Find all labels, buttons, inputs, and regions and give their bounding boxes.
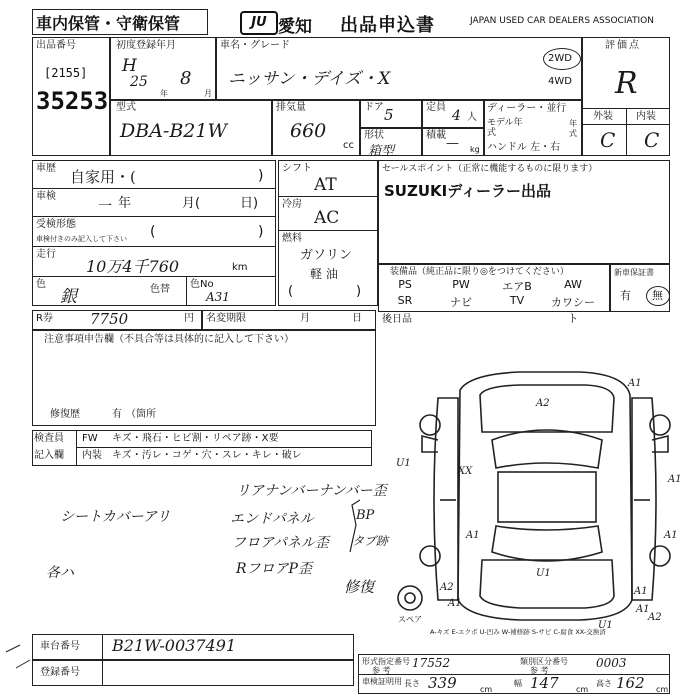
exterior-label: 外装 [593, 111, 613, 122]
equipment-item: PS [398, 278, 412, 291]
color-code: A31 [206, 290, 230, 304]
spare-label: スペア [398, 615, 422, 624]
model-name-value: ニッサン・デイズ・X [228, 69, 391, 89]
class-value: 0003 [596, 656, 627, 670]
receipt-paren-close: ) [258, 224, 264, 240]
doors-label: ドア [364, 102, 384, 113]
association-name: JAPAN USED CAR DEALERS ASSOCIATION [470, 16, 654, 26]
height-unit: cm [656, 685, 669, 694]
form-title: 出品申込書 [340, 15, 435, 36]
damage-mark: A1 [664, 530, 678, 541]
interior-label: 内装 [636, 111, 656, 122]
length-label: 車検証明用 [362, 677, 402, 686]
color-label: 色 [36, 279, 46, 290]
drive-2wd: 2WD [548, 53, 572, 64]
class-ref: 参 考 [530, 666, 549, 675]
history-value: 自家用・( [70, 168, 136, 186]
damage-mark: A2 [648, 612, 662, 623]
handwritten-note: BP [356, 508, 375, 523]
repair-label: 修復歴 [50, 409, 80, 420]
capacity-value: 4 [452, 108, 461, 124]
lot-label: 出品番号 [36, 40, 76, 51]
damage-mark: XX [458, 466, 473, 477]
exterior-value: C [600, 128, 616, 152]
receipt-note: 車検付きのみ記入して下さい [36, 235, 127, 243]
sales-point-value: SUZUKIディーラー出品 [384, 182, 552, 200]
fuel-gasoline: ガソリン [300, 248, 353, 263]
model-code-value: DBA-B21W [120, 120, 228, 142]
damage-mark: A1 [448, 598, 462, 609]
aircon-value: AC [314, 208, 340, 228]
plate-box [32, 660, 354, 686]
repair-place: （箇所 [126, 409, 156, 420]
handwritten-note: エンドパネル [230, 511, 314, 527]
dealer-year-unit: 年 [569, 119, 577, 128]
damage-mark: U1 [396, 458, 411, 469]
frame-label: 車台番号 [40, 641, 80, 652]
inspector-row1: キズ・飛石・ヒビ割・リペア跡・X要 [112, 433, 279, 444]
history-close: ) [258, 168, 264, 184]
registration-year-unit: 年 [160, 89, 168, 98]
inspector-row2-label: 内装 [82, 450, 102, 461]
capacity-label: 定員 [426, 102, 446, 113]
aircon-label: 冷房 [282, 199, 302, 210]
load-label: 積載 [426, 130, 446, 141]
registration-month-unit: 月 [204, 89, 212, 98]
handwritten-note: 各ハ [46, 565, 74, 581]
handwritten-note: 修復 [344, 578, 375, 596]
plate-label: 登録番号 [40, 667, 80, 678]
width-value: 147 [530, 674, 559, 692]
height-label: 高さ [596, 679, 612, 688]
recycle-unit: 円 [184, 313, 194, 324]
inspection-year: 一 [98, 199, 112, 215]
width-label: 幅 [514, 679, 522, 688]
handle-label: ハンドル 左・右 [487, 142, 561, 153]
shift-label: シフト [282, 163, 312, 174]
notes-label: 注意事項申告欄（不具合等は具体的に記入して下さい） [44, 334, 294, 345]
name-change-day: 日 [352, 313, 362, 324]
evaluation-value: R [615, 66, 638, 101]
sales-point-label: セールスポイント（正常に機能するものに限ります） [382, 164, 598, 174]
frame-value: B21W-0037491 [112, 636, 237, 655]
fuel-paren-close: ) [356, 284, 362, 299]
warranty-yes: 有 [620, 289, 631, 302]
inspector-label: 検査員 [34, 433, 64, 444]
warranty-no: 無 [652, 289, 663, 302]
load-unit: kg [470, 145, 480, 154]
displacement-label: 排気量 [276, 102, 306, 113]
color-code-label: 色No [190, 279, 214, 290]
name-change-month: 月 [300, 313, 310, 324]
inspection-label: 車検 [36, 191, 56, 202]
drive-4wd: 4WD [548, 76, 572, 87]
damage-mark: U1 [598, 620, 613, 631]
damage-mark: A2 [536, 398, 550, 409]
handwritten-note: フロアパネル歪 [232, 535, 329, 551]
handwritten-note: タブ跡 [352, 534, 389, 548]
damage-mark: A1 [628, 378, 642, 389]
recycle-value: 7750 [90, 310, 129, 328]
registration-month: 8 [180, 68, 192, 89]
shift-value: AT [314, 175, 337, 195]
damage-mark: A1 [466, 530, 480, 541]
name-change-label: 名変期限 [206, 313, 246, 324]
fuel-paren-open: ( [288, 284, 294, 299]
repair-value: 有 [112, 409, 122, 420]
equipment-item: TV [509, 294, 525, 307]
warranty-label: 新車保証書 [614, 268, 654, 277]
history-label: 車歴 [36, 163, 56, 174]
receipt-label: 受検形態 [36, 219, 76, 230]
model-code-label: 型式 [116, 102, 136, 113]
height-value: 162 [616, 674, 645, 692]
mileage-unit: km [232, 262, 248, 273]
equipment-item: SR [397, 294, 413, 307]
lot-sub-number: [2155] [44, 66, 88, 80]
registration-year: 25 [130, 74, 148, 90]
mileage-label: 走行 [36, 249, 56, 260]
inspection-day-unit: 日) [240, 196, 259, 211]
registration-label: 初度登録年月 [116, 40, 176, 51]
shape-value: 箱型 [368, 144, 395, 159]
inspection-year-unit: 年 [118, 196, 132, 211]
color-value: 銀 [60, 287, 77, 307]
equipment-item: PW [452, 278, 470, 291]
model-name-label: 車名・グレード [220, 40, 290, 51]
length-value: 339 [428, 674, 457, 692]
inspector-label-2: 記入欄 [34, 450, 64, 461]
type-ref: 参 考 [372, 666, 391, 675]
lot-number: 35253 [36, 87, 109, 115]
mileage-value: 10万4千760 [86, 257, 180, 276]
equipment-item: カワシート [551, 296, 595, 325]
load-value: — [446, 136, 459, 151]
length-sub: 長さ [404, 679, 420, 688]
inspector-row1-label: FW [82, 433, 98, 444]
doors-value: 5 [384, 106, 394, 124]
equipment-item: エアB [502, 280, 532, 293]
width-unit: cm [576, 685, 589, 694]
length-unit: cm [480, 685, 493, 694]
ju-logo: JU [240, 11, 278, 35]
type-value: 17552 [412, 656, 451, 670]
color-change-label: 色替 [150, 284, 170, 295]
fuel-label: 燃料 [282, 233, 302, 244]
displacement-unit: cc [343, 140, 354, 151]
dealer-model-label: モデル年式 [487, 118, 523, 138]
capacity-unit: 人 [467, 112, 477, 123]
recycle-label: R券 [36, 313, 53, 324]
type-label: 形式指定番号 [362, 657, 410, 666]
damage-mark: A2 [440, 582, 454, 593]
equipment-item: ナビ [450, 296, 472, 309]
registration-era: H [122, 56, 137, 76]
handwritten-note: リアナンバーナンバー歪 [236, 483, 387, 499]
damage-mark: A1 [636, 604, 650, 615]
delivery-label: 後日品 [382, 314, 412, 325]
damage-mark: A1 [668, 474, 682, 485]
evaluation-label: 評価点 [605, 40, 641, 51]
displacement-value: 660 [290, 120, 327, 142]
receipt-paren-open: ( [150, 224, 156, 240]
fuel-diesel: 軽 油 [310, 267, 338, 281]
damage-mark: A1 [634, 586, 648, 597]
class-label: 類別区分番号 [520, 657, 568, 666]
header-org: 愛知 [278, 17, 312, 37]
diagram-legend: A-キズ E-エクボ U-凹み W-補修跡 S-サビ C-腐食 XX-交換済 [430, 628, 606, 636]
damage-mark: U1 [536, 568, 551, 579]
inspection-month-unit: 月( [182, 196, 201, 211]
header-title: 車内保管・守衛保管 [36, 14, 181, 33]
dealer-label: ディーラー・並行 [487, 103, 567, 114]
inspector-row2: キズ・汚レ・コゲ・穴・スレ・キレ・破レ [112, 450, 302, 461]
handwritten-note: RフロアP歪 [236, 561, 312, 577]
interior-value: C [644, 128, 660, 152]
handwritten-note: シートカバーアリ [60, 509, 171, 525]
equipment-item: AW [564, 278, 582, 291]
dealer-model-unit: 式 [569, 129, 577, 138]
equipment-label: 装備品（純正品に限り◎をつけてください） [390, 267, 569, 277]
shape-label: 形状 [364, 130, 384, 141]
